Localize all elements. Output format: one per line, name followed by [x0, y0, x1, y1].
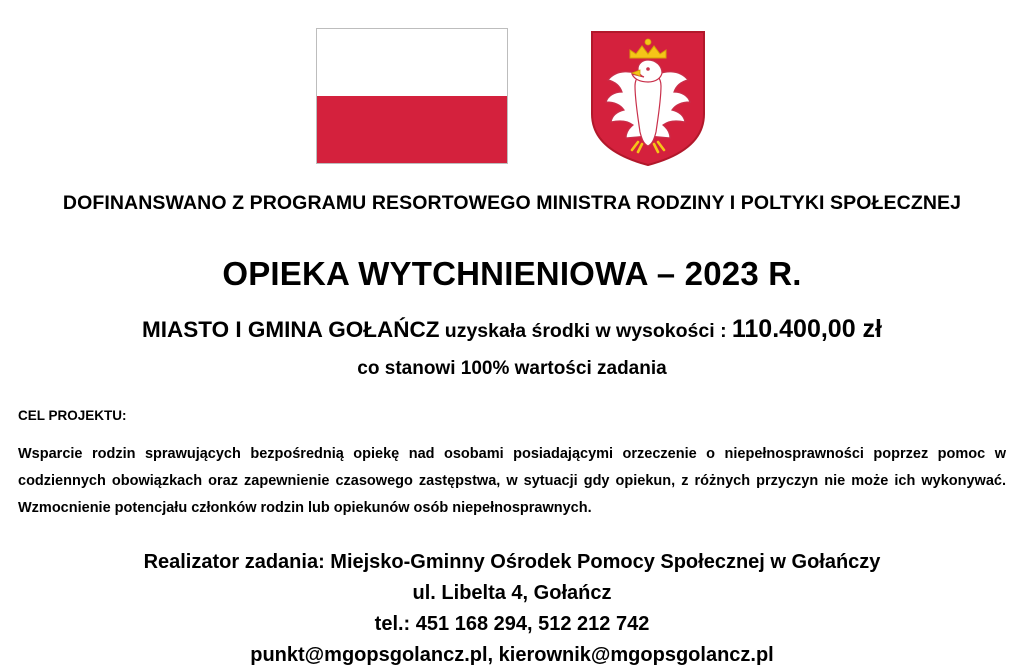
emblems-row [0, 0, 1024, 168]
footer-address: ul. Libelta 4, Gołańcz [412, 582, 612, 605]
program-line: DOFINANSWANO Z PROGRAMU RESORTOWEGO MINISTRA RODZINY I POLTYKI SPOŁECZNEJ [62, 192, 962, 214]
footer-block [0, 547, 1024, 671]
funding-share-line: co stanowi 100% wartości zadania [357, 358, 667, 379]
flag-white-stripe [317, 29, 507, 96]
polish-coat-of-arms-icon [588, 28, 708, 168]
footer-emails: punkt@mgopsgolancz.pl, kierownik@mgopsgolancz.pl [250, 644, 774, 667]
footer-executor: Realizator zadania: Miejsko-Gminny Ośrodek Pomocy Społecznej w Gołańczy [143, 551, 881, 574]
funding-line [0, 315, 1024, 344]
footer-phone: tel.: 451 168 294, 512 212 742 [374, 613, 650, 636]
page-title: OPIEKA WYTCHNIENIOWA – 2023 R. [222, 255, 802, 292]
municipality-name: MIASTO I GMINA GOŁAŃCZ [142, 317, 440, 342]
goal-description: Wsparcie rodzin sprawujących bezpośrednią opiekę nad osobami posiadającymi orzeczenie o niepełnosprawności poprzez pomoc w codziennych obowiązkach oraz zapewnienie czasowego zastępstwa, w sytuacji gdy opiekun, z różnych przyczyn nie może ich wykonywać. Wzmocnienie potencjału członków rodzin lub opiekunów osób niepełnosprawnych. [18, 446, 1006, 516]
funding-amount: 110.400,00 zł [731, 315, 882, 343]
funding-middle-text: uzyskała środki w wysokości : [444, 320, 727, 342]
polish-flag-icon [316, 28, 508, 164]
flag-red-stripe [317, 96, 507, 163]
goal-label: CEL PROJEKTU: [18, 408, 127, 423]
